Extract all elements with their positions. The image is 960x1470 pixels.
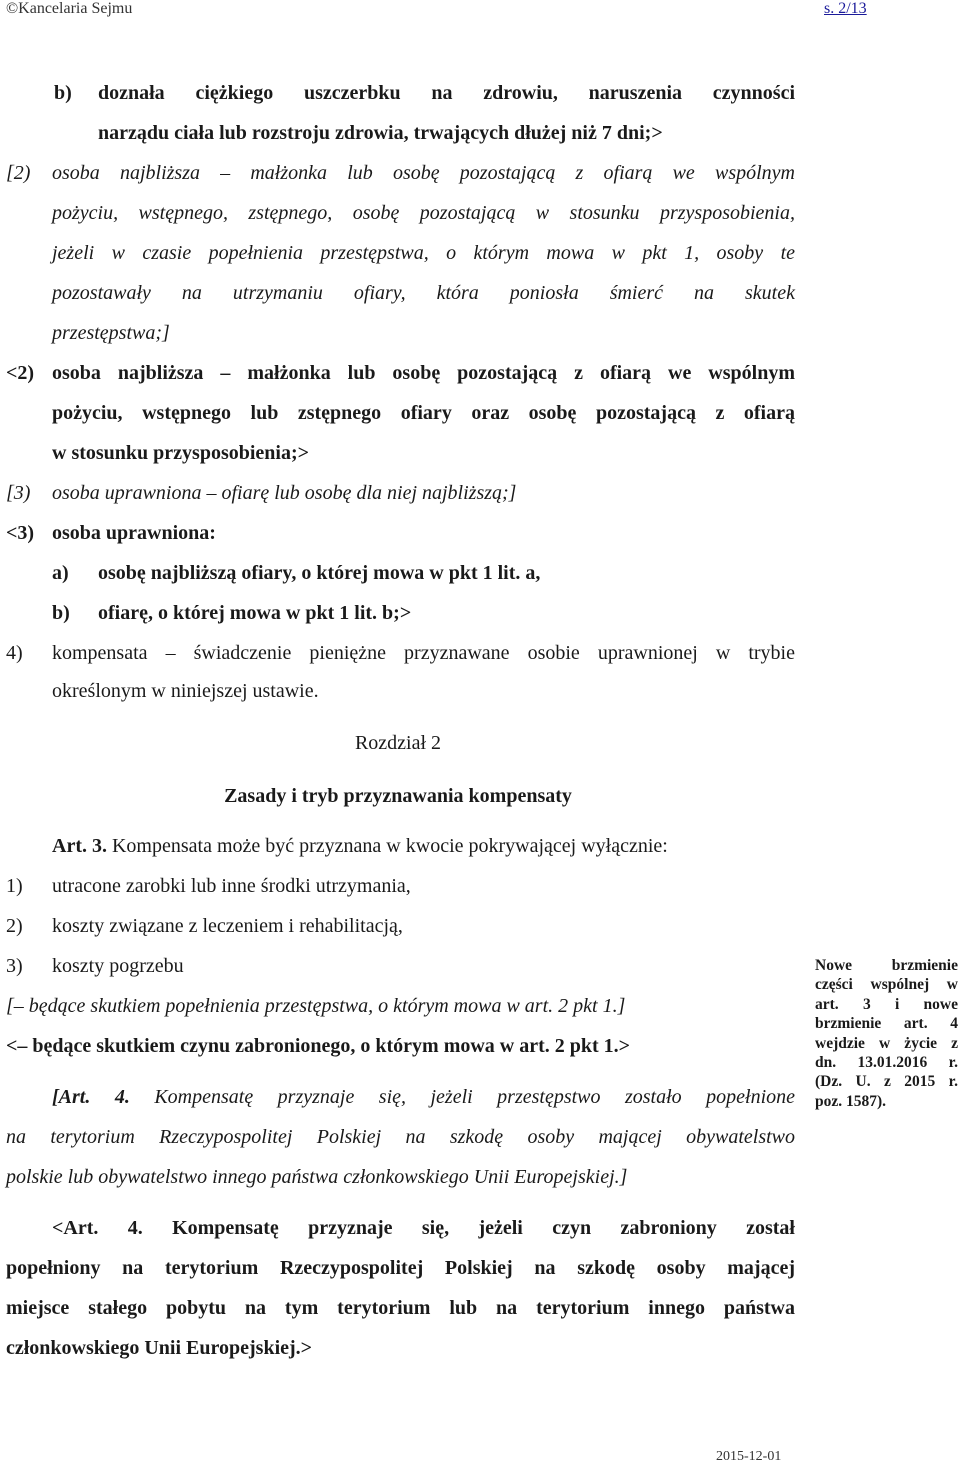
paragraph-line: osoba najbliższa – małżonka lub osobę pozostającą z ofiarą we wspólnym: [52, 162, 795, 184]
paragraph-line: przestępstwa;]: [52, 322, 170, 344]
paragraph-line: miejsce stałego pobytu na tym terytorium lub na terytorium innego państwa: [6, 1297, 795, 1319]
paragraph-line: utracone zarobki lub inne środki utrzymania,: [52, 875, 411, 897]
paragraph-line: osoba uprawniona:: [52, 522, 216, 544]
margin-note-line: wejdzie w życie z: [815, 1034, 958, 1052]
paragraph-line: <Art. 4. Kompensatę przyznaje się, jeżeli czyn zabroniony został: [52, 1217, 795, 1239]
article-3-intro: [52, 835, 668, 858]
paragraph-line: jeżeli w czasie popełnienia przestępstwa, o którym mowa w pkt 1, osoby te: [52, 242, 795, 264]
paragraph-line: pożyciu, wstępnego lub zstępnego ofiary oraz osobę pozostającą z ofiarą: [52, 402, 795, 424]
article-4-old-first-line: [52, 1086, 795, 1109]
margin-note: [815, 956, 958, 1111]
paragraph-line: doznała ciężkiego uszczerbku na zdrowiu, naruszenia czynności: [98, 82, 795, 104]
paragraph-line: koszty związane z leczeniem i rehabilitacją,: [52, 915, 403, 937]
paragraph-line: [– będące skutkiem popełnienia przestępstwa, o którym mowa w art. 2 pkt 1.]: [6, 995, 626, 1017]
item-letter: a): [52, 562, 69, 584]
article-label: Art. 3.: [52, 835, 107, 857]
margin-note-line: art. 3 i nowe: [815, 995, 958, 1013]
margin-note-line: części wspólnej w: [815, 976, 958, 994]
item-number: [2): [6, 162, 31, 184]
item-number: <2): [6, 362, 35, 384]
item-number: 3): [6, 955, 23, 977]
source-label: ©Kancelaria Sejmu: [6, 0, 133, 17]
item-number: <3): [6, 522, 35, 544]
paragraph-line: osoba najbliższa – małżonka lub osobę pozostającą z ofiarą we wspólnym: [52, 362, 795, 384]
paragraph-line: narządu ciała lub rozstroju zdrowia, trwających dłużej niż 7 dni;>: [98, 122, 663, 144]
item-letter: b): [52, 602, 70, 624]
paragraph-line: polskie lub obywatelstwo innego państwa członkowskiego Unii Europejskiej.]: [6, 1166, 628, 1188]
item-number: 4): [6, 642, 23, 664]
paragraph-line: Kompensatę przyznaje się, jeżeli przestępstwo zostało popełnione: [154, 1086, 796, 1108]
paragraph-line: na terytorium Rzeczypospolitej Polskiej na szkodę osoby mającej obywatelstwo: [6, 1126, 795, 1148]
chapter-number: Rozdział 2: [354, 732, 442, 754]
paragraph-line: osobę najbliższą ofiary, o której mowa w pkt 1 lit. a,: [98, 562, 541, 584]
item-number: 2): [6, 915, 23, 937]
footer-date: 2015-12-01: [716, 1449, 782, 1464]
chapter-title: Zasady i tryb przyznawania kompensaty: [224, 785, 572, 807]
margin-note-line: Nowe brzmienie: [815, 957, 958, 974]
paragraph-line: określonym w niniejszej ustawie.: [52, 680, 319, 702]
paragraph-line: pożyciu, wstępnego, zstępnego, osobę pozostającą w stosunku przysposobienia,: [52, 202, 795, 224]
margin-note-line: brzmienie art. 4: [815, 1015, 958, 1033]
paragraph-line: pozostawały na utrzymaniu ofiary, która poniosła śmierć na skutek: [52, 282, 795, 304]
article-label: [Art. 4.: [52, 1086, 130, 1108]
margin-note-line: dn. 13.01.2016 r.: [815, 1054, 958, 1072]
paragraph-line: członkowskiego Unii Europejskiej.>: [6, 1337, 313, 1359]
margin-note-line: (Dz. U. z 2015 r.: [815, 1073, 958, 1091]
paragraph-line: kompensata – świadczenie pieniężne przyznawane osobie uprawnionej w trybie: [52, 642, 795, 664]
page-number-link[interactable]: [824, 0, 867, 18]
paragraph-line: osoba uprawniona – ofiarę lub osobę dla niej najbliższą;]: [52, 482, 517, 504]
item-number: b): [54, 82, 72, 104]
margin-note-line: poz. 1587).: [815, 1092, 887, 1110]
paragraph-line: popełniony na terytorium Rzeczypospolitej Polskiej na szkodę osoby mającej: [6, 1257, 795, 1279]
item-number: [3): [6, 482, 31, 504]
paragraph-line: Kompensata może być przyznana w kwocie pokrywającej wyłącznie:: [111, 835, 668, 857]
item-number: 1): [6, 875, 23, 897]
paragraph-line: <– będące skutkiem czynu zabronionego, o którym mowa w art. 2 pkt 1.>: [6, 1035, 631, 1057]
page-number[interactable]: s. 2/13: [824, 0, 867, 17]
paragraph-line: ofiarę, o której mowa w pkt 1 lit. b;>: [98, 602, 412, 624]
paragraph-line: w stosunku przysposobienia;>: [52, 442, 310, 464]
paragraph-line: koszty pogrzebu: [52, 955, 184, 977]
